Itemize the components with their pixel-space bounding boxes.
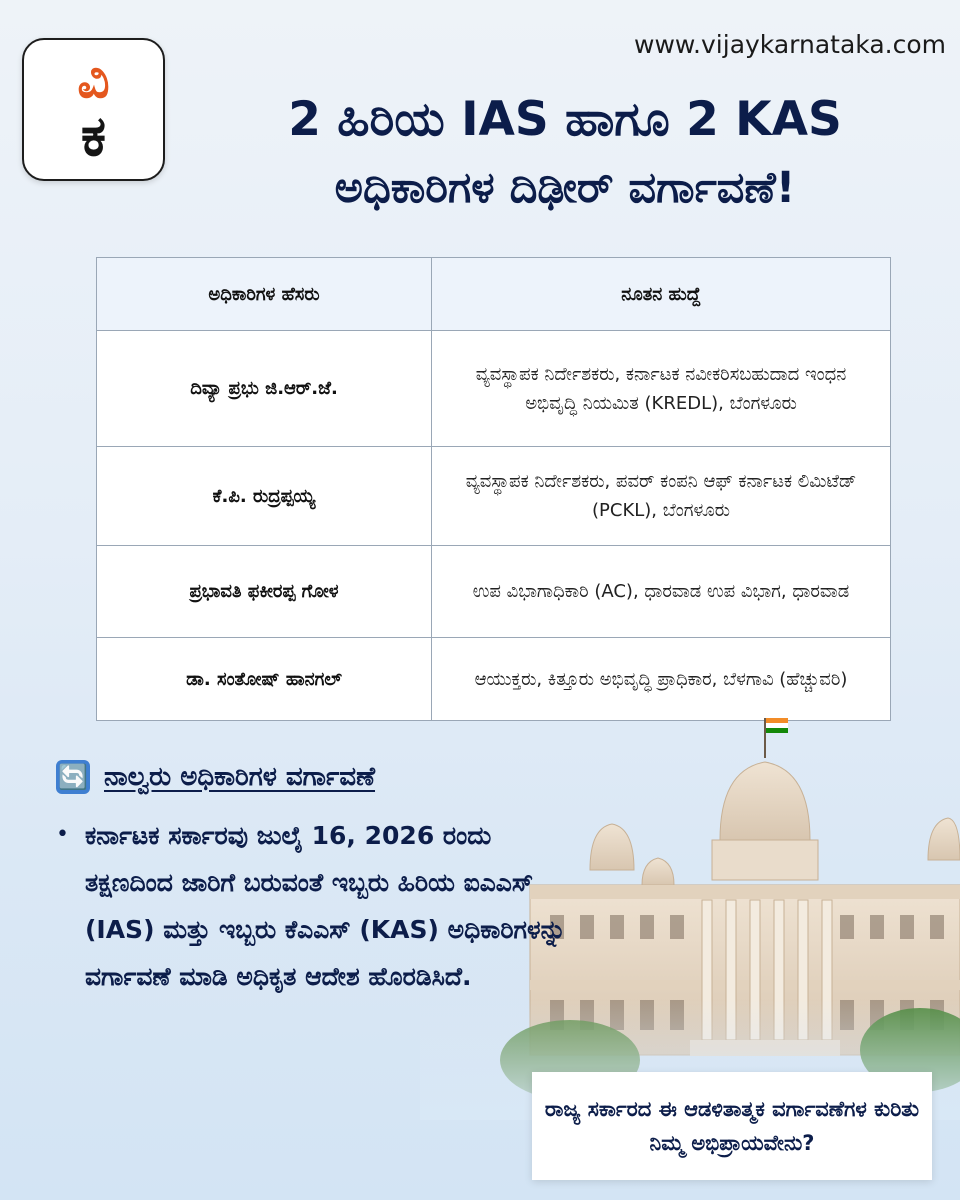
section-title: ನಾಲ್ವರು ಅಧಿಕಾರಿಗಳ ವರ್ಗಾವಣೆ xyxy=(104,761,376,792)
brand-logo xyxy=(22,38,165,181)
small-dome xyxy=(642,858,674,885)
right-dome xyxy=(928,818,960,860)
new-post: ವ್ಯವಸ್ಥಾಪಕ ನಿರ್ದೇಶಕರು, ಕರ್ನಾಟಕ ನವೀಕರಿಸಬಹುದಾದ ಇಂಧನ ಅಭಿವೃದ್ಧಿ ನಿಯಮಿತ (KREDL), ಬೆಂಗಳೂರು xyxy=(432,331,891,447)
question-callout xyxy=(532,1072,932,1180)
officer-name: ಡಾ. ಸಂತೋಷ್ ಹಾನಗಲ್ xyxy=(97,638,432,721)
officer-name: ಪ್ರಭಾವತಿ ಫಕೀರಪ್ಪ ಗೋಳ xyxy=(97,546,432,638)
dome-drum xyxy=(712,840,818,880)
central-dome xyxy=(720,762,810,840)
table-row xyxy=(97,331,891,447)
flag-saffron xyxy=(766,718,788,723)
bullet-text: ಕರ್ನಾಟಕ ಸರ್ಕಾರವು ಜುಲೈ 16, 2026 ರಂದು ತಕ್ಷಣದಿಂದ ಜಾರಿಗೆ ಬರುವಂತೆ ಇಬ್ಬರು ಹಿರಿಯ ಐಎಎಸ್ (IAS) ಮತ್ತು ಇಬ್ಬರು ಕೆಎಎಸ್ (KAS) ಅಧಿಕಾರಿಗಳನ್ನು ವರ್ಗಾವಣೆ ಮಾಡಿ ಅಧಿಕೃತ ಆದೇಶ ಹೊರಡಿಸಿದೆ. xyxy=(84,821,566,991)
upper-cornice xyxy=(530,885,960,899)
bullet-icon: • xyxy=(56,822,69,847)
officer-name: ಕೆ.ಪಿ. ರುದ್ರಪ್ಪಯ್ಯ xyxy=(97,447,432,546)
page-title xyxy=(185,86,945,222)
logo-glyph-top: ವಿ xyxy=(77,50,110,109)
column-header-name: ಅಧಿಕಾರಿಗಳ ಹೆಸರು xyxy=(97,258,432,331)
new-post: ಆಯುಕ್ತರು, ಕಿತ್ತೂರು ಅಭಿವೃದ್ಧಿ ಪ್ರಾಧಿಕಾರ, ಬೆಳಗಾವಿ (ಹೆಚ್ಚುವರಿ) xyxy=(432,638,891,721)
flag-white xyxy=(766,723,788,728)
lower-cornice xyxy=(530,980,960,990)
new-post: ಉಪ ವಿಭಾಗಾಧಿಕಾರಿ (AC), ಧಾರವಾಡ ಉಪ ವಿಭಾಗ, ಧಾರವಾಡ xyxy=(432,546,891,638)
section-heading xyxy=(56,760,375,794)
officer-name: ದಿವ್ಯಾ ಪ್ರಭು ಜಿ.ಆರ್.ಜೆ. xyxy=(97,331,432,447)
refresh-icon: 🔄 xyxy=(56,760,90,794)
new-post: ವ್ಯವಸ್ಥಾಪಕ ನಿರ್ದೇಶಕರು, ಪವರ್ ಕಂಪನಿ ಆಫ್ ಕರ್ನಾಟಕ ಲಿಮಿಟೆಡ್ (PCKL), ಬೆಂಗಳೂರು xyxy=(432,447,891,546)
table-header-row xyxy=(97,258,891,331)
headline-line-2: ಅಧಿಕಾರಿಗಳ ದಿಢೀರ್ ವರ್ಗಾವಣೆ! xyxy=(334,163,796,213)
column-header-post: ನೂತನ ಹುದ್ದೆ xyxy=(432,258,891,331)
headline-line-1: 2 ಹಿರಿಯ IAS ಹಾಗೂ 2 KAS xyxy=(288,92,842,147)
list-item xyxy=(56,812,576,1000)
table-row xyxy=(97,447,891,546)
flag-green xyxy=(766,728,788,733)
logo-glyph-bottom: ಕ xyxy=(80,103,107,169)
callout-text: ರಾಜ್ಯ ಸರ್ಕಾರದ ಈ ಆಡಳಿತಾತ್ಮಕ ವರ್ಗಾವಣೆಗಳ ಕುರಿತು ನಿಮ್ಮ ಅಭಿಪ್ರಾಯವೇನು? xyxy=(544,1097,920,1155)
site-url: www.vijaykarnataka.com xyxy=(634,30,946,59)
left-dome xyxy=(590,824,634,870)
table-row xyxy=(97,546,891,638)
transfer-table xyxy=(96,257,891,721)
